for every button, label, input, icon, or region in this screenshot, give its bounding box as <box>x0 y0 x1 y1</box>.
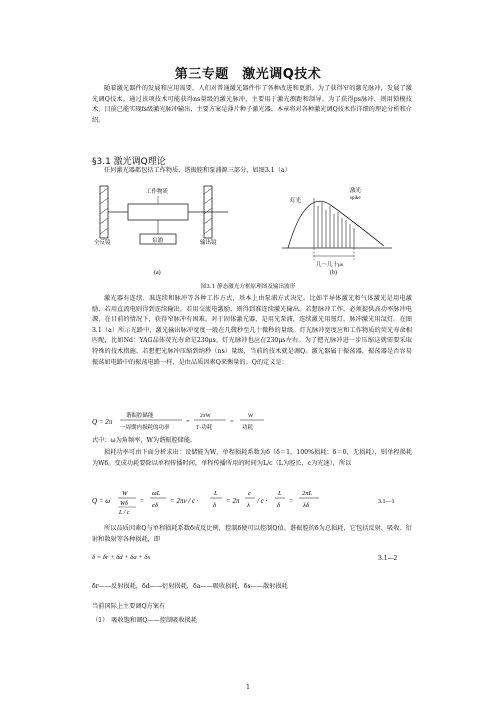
intro-paragraph: 随着激光器件的发展和应用需要，人们对普通激光器件作了各种改进和更新。为了获得窄的激光脉冲，发展了激光调Q技术。通过该项技术可能获得ns量级的激光脉冲，主要用于激光测距和制导。为了获得ps脉冲，则用锁模技术，目前已能实现fs级激光脉冲输出，主要方案是薄片种子激光器。本章将对各种激光调Q技术作详细的理论分析和介绍。 <box>92 85 412 124</box>
label-laser: 激光 <box>350 188 362 194</box>
svg-text:=: = <box>140 497 144 505</box>
laser-spikes <box>314 198 354 248</box>
full-mirror <box>100 186 108 238</box>
equation-number-1: 3.1—1 <box>378 499 395 505</box>
svg-text:Q = ω: Q = ω <box>92 497 111 505</box>
label-lamp: 灯光 <box>290 198 302 204</box>
svg-text:Q = 2π: Q = 2π <box>92 418 113 426</box>
figure-a <box>94 186 228 276</box>
figure-b <box>282 186 392 276</box>
svg-text:= 2πν / c ·: = 2πν / c · <box>170 497 199 505</box>
svg-text:W: W <box>122 490 128 497</box>
svg-text:=: = <box>289 497 293 505</box>
equation-number-2: 3.1—2 <box>378 555 398 562</box>
svg-text:Wδ: Wδ <box>120 501 128 507</box>
body-paragraph-2: 损耗功率可由下面分析求出：设储能为W，单程损耗系数为δ（δ＝1，100%损耗；δ＝0，无损耗），则单程损耗为Wδ。变成功耗要除以单程传播时间，单程传播所用的时间为L/c（L为腔长，c为光速），所以 <box>92 449 412 467</box>
svg-text:c: c <box>248 490 251 497</box>
body-paragraph-4: 当前国际上主要调Q方案有 <box>92 603 166 610</box>
lamp-pulse-curve <box>288 201 384 248</box>
figure-b-tag: (b) <box>330 270 337 276</box>
q-definition-formula <box>92 408 312 434</box>
figure-3-1 <box>92 176 412 288</box>
list-item-1: （1） 吸收饱和调Q——控制吸收损耗 <box>92 617 197 624</box>
svg-text:功耗: 功耗 <box>242 425 254 431</box>
section-intro: 任何激光器都包括工作物质、谐振腔和泵浦源三部分，如图3.1（a） <box>104 167 291 174</box>
label-full-mirror: 全反镜 <box>94 240 111 246</box>
label-pump: 泵浦 <box>152 238 164 244</box>
svg-text:δ: δ <box>277 502 281 509</box>
equation-3-1-2: δ = δr + δd + δa + δs <box>92 554 151 561</box>
svg-text:W: W <box>248 413 254 419</box>
label-time-span: 几～几十μs <box>316 262 344 268</box>
svg-text:/ c ·: / c · <box>257 497 268 505</box>
svg-text:L: L <box>278 490 282 497</box>
svg-text:λδ: λδ <box>303 502 309 509</box>
svg-text:一周期内损耗的功率: 一周期内损耗的功率 <box>120 425 170 431</box>
svg-text:= 2π: = 2π <box>226 497 240 505</box>
page-number: 1 <box>246 684 250 691</box>
label-output-mirror: 输出镜 <box>200 240 217 246</box>
svg-text:T·功耗: T·功耗 <box>196 425 213 431</box>
svg-text:δ: δ <box>213 502 217 509</box>
chapter-title: 第三专题 激光调Q技术 <box>174 67 322 82</box>
where-text: 式中：ω为角频率，W为谐振腔储能。 <box>92 437 197 444</box>
svg-text:2πW: 2πW <box>200 413 211 419</box>
svg-text:2πL: 2πL <box>302 490 313 497</box>
svg-text:L / c: L / c <box>119 510 130 516</box>
svg-text:ωL: ωL <box>152 490 161 497</box>
svg-text:cδ: cδ <box>152 502 158 509</box>
label-spike: spike <box>350 196 361 201</box>
working-medium <box>128 204 188 220</box>
figure-caption: 图3.1 静态激光方框原理图及输出波形 <box>200 284 296 290</box>
equation-3-1-1 <box>92 486 412 516</box>
svg-text:=: = <box>230 418 234 425</box>
label-working-medium: 工作物质 <box>146 189 169 195</box>
svg-text:谐振腔储能: 谐振腔储能 <box>126 413 154 419</box>
svg-text:λ: λ <box>247 502 250 509</box>
loss-legend: δr——反射损耗，δd——衍射损耗，δa——吸收损耗，δs——散射损耗 <box>92 583 288 590</box>
figure-a-tag: (a) <box>154 270 161 276</box>
section-heading: §3.1 激光调Q理论 <box>92 157 166 167</box>
svg-text:L: L <box>214 490 218 497</box>
svg-text:=: = <box>186 418 190 425</box>
body-paragraph-1: 激光器有连续、准连续和脉冲等各种工作方式，基本上由泵浦方式决定。比如半导体激光和气体激光是用电激励，若用直流电则得到连续输出，若用交流电激励，则得到准连续激光输出。若想脉冲工作，必须提供高功率脉冲电源，在目前的情况下，获得窄脉冲有困难。对于固体激光器，是用光泵浦，连续激光用氪灯，脉冲激光用氙灯。在图3.1（a）所示光路中，激光输出脉冲宽度一般在几微秒至几十微秒的量级。灯光脉冲宽度应和工作物质的荧光寿命相匹配，比如Nd：YAG晶体荧光寿命是230μs，灯光脉冲也应在230μs左右。为了把光脉冲进一步压缩这就需要采取特殊的技术措施。若想把光脉冲压缩到纳秒（ns）量级，当前的技术就是调Q。激光器属于振荡器，振荡器是否容易振荡如电路中的振荡电路一样，是由品质因素Q来衡量的。Q的定义是： <box>92 295 412 366</box>
body-paragraph-3: 所以品质因素Q与单程损耗系数δ成反比例，控制δ便可以控制Q值。谐振腔的δ为总损耗，它包括反射、吸收、衍射和散射等各种损耗，即 <box>92 525 412 543</box>
